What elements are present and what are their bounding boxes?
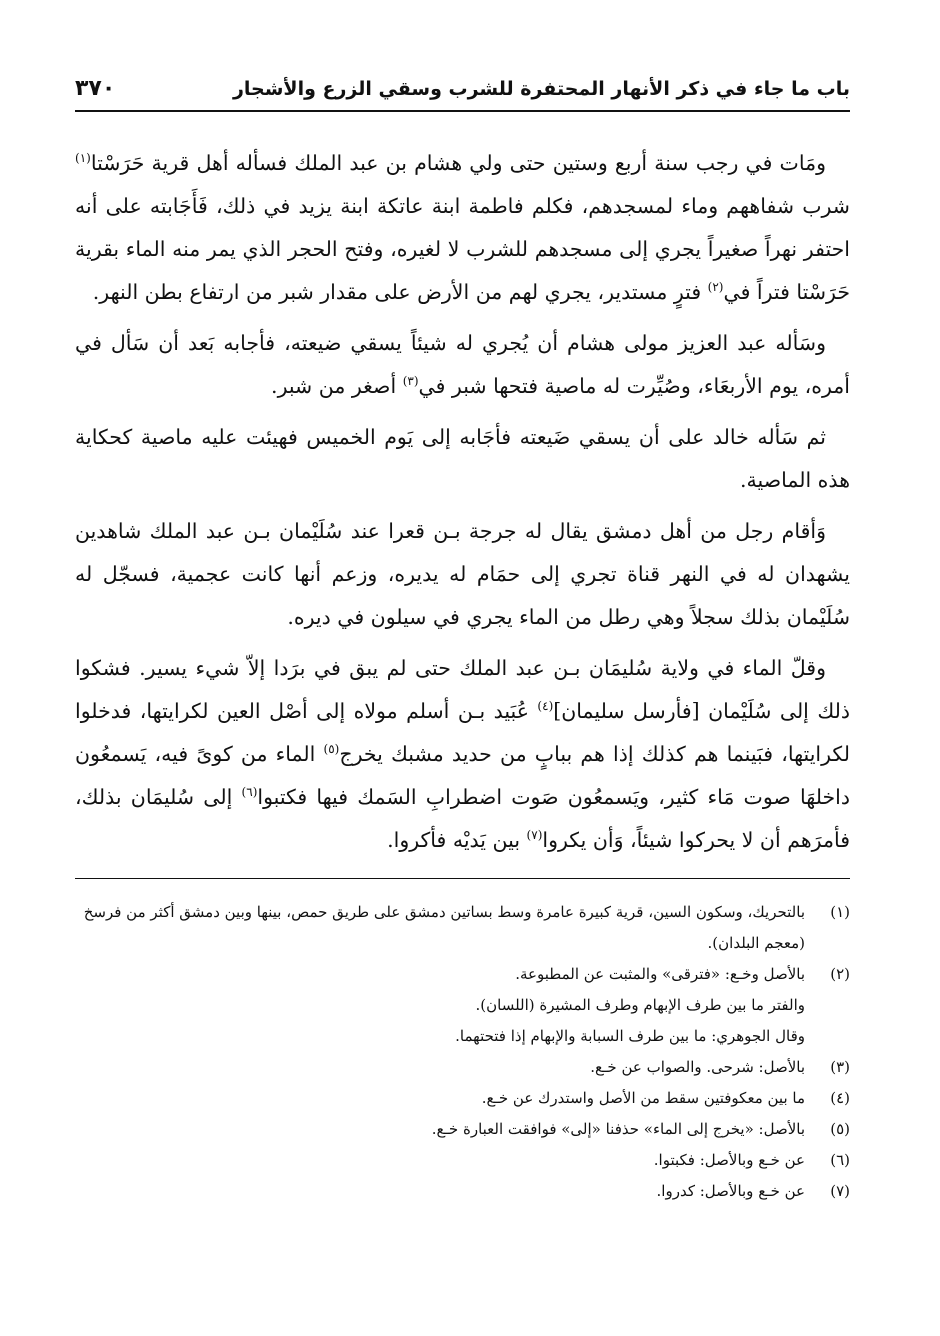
paragraph-text: إلى سُليمَان بذلك، فأمرَهم أن لا يحركوا شيئاً، وَأن يكروا: [75, 785, 850, 852]
footnote-line: بالأصل: شرحى. والصواب عن خـع.: [590, 1058, 805, 1076]
footnote-line: بالتحريك، وسكون السين، قرية كبيرة عامرة وسط بساتين دمشق على طريق حمص، بينها وبين دمشق أكثر من فرسخ (معجم البلدان).: [83, 903, 805, 952]
footnote-text: [75, 1083, 805, 1114]
footnote: [75, 1083, 850, 1114]
footnote: [75, 1176, 850, 1207]
footnote-marker[interactable]: (٣): [402, 374, 419, 389]
footnote-marker[interactable]: (١): [75, 151, 91, 166]
paragraph-text: الماء من كوىً فيه، يَسمعُون داخلهَا صوت مَاء كثير، ويَسمعُون صَوت اضطرابِ السَمك فيها فكتبوا: [75, 742, 850, 809]
footnote-marker[interactable]: (٤): [537, 699, 554, 714]
paragraph-text: أصغر من شبر.: [271, 374, 403, 398]
footnote-number: (٥): [830, 1120, 850, 1138]
paragraph-text: ثم سَأله خالد على أن يسقي ضَيعته فأجَابه إلى يَوم الخميس فهيئت عليه ماصية كحكاية هذه الماصية.: [75, 425, 850, 492]
page-header: [75, 70, 850, 112]
paragraph-text: فترٍ مستدير، يجري لهم من الأرض على مقدار شبر من ارتفاع بطن النهر.: [92, 280, 708, 304]
body-paragraph: [75, 510, 850, 639]
footnote-text: [75, 1145, 805, 1176]
footnote-text: [75, 897, 805, 959]
footnote-text: [75, 1114, 805, 1145]
footnote-number: (٣): [830, 1058, 850, 1076]
footnote: [75, 1052, 850, 1083]
body-paragraph: [75, 647, 850, 862]
body-paragraph: [75, 142, 850, 314]
footnotes: [75, 897, 850, 1207]
chapter-title: باب ما جاء في ذكر الأنهار المحتفرة للشرب وسقي الزرع والأشجار: [232, 78, 850, 100]
footnote-text: [75, 959, 805, 1052]
footnote-marker[interactable]: (٥): [323, 742, 340, 757]
paragraph-text: وسَأله عبد العزيز مولى هشام أن يُجري له شيئاً يسقي ضيعته، فأجابه بَعد أن سَأل في أمره، يوم الأربعَاء، وصُيِّرت له ماصية فتحها شبر في: [75, 331, 850, 398]
footnote-separator: [75, 878, 850, 879]
footnote-text: [75, 1052, 805, 1083]
footnote-marker[interactable]: (٢): [707, 280, 724, 295]
footnote-number: (٢): [830, 965, 850, 983]
body-paragraph: [75, 322, 850, 408]
footnote-line: بالأصل وخـع: «فترقى» والمثبت عن المطبوعة.: [515, 965, 805, 983]
footnote-number: (٦): [830, 1151, 850, 1169]
footnote-marker[interactable]: (٧): [526, 828, 543, 843]
paragraph-text: شرب شفاههم وماء لمسجدهم، فكلم فاطمة ابنة عاتكة ابنة يزيد في ذلك، فَأَجَابته على أنه احتفر نهراً صغيراً يجري إلى مسجدهم للشرب لا لغيره، وفتح الحجر الذي يمر منه الماء بقرية حَرَسْتا فتراً في: [75, 194, 850, 304]
paragraph-text: وَأقام رجل من أهل دمشق يقال له جرجة بـن قعرا عند سُلَيْمان بـن عبد الملك شاهدين يشهدان له في النهر قناة تجري إلى حمَام له يديره، وزعم أنها كانت عجمية، فسجّل له سُلَيْمان بذلك سجلاً وهي رطل من الماء يجري في سيلون في ديره.: [75, 519, 850, 629]
footnote-line: وقال الجوهري: ما بين طرف السبابة والإبهام إذا فتحتهما.: [455, 1027, 805, 1045]
main-text: [75, 142, 850, 862]
footnote-text: [75, 1176, 805, 1207]
footnote-line: عن خـع وبالأصل: فكبتوا.: [653, 1151, 805, 1169]
footnote-number: (٧): [830, 1182, 850, 1200]
footnote-number: (٤): [830, 1089, 850, 1107]
footnote-line: ما بين معكوفتين سقط من الأصل واستدرك عن خـع.: [481, 1089, 805, 1107]
footnote-number: (١): [830, 903, 850, 921]
page-number: ٣٧٠: [75, 76, 116, 101]
footnote: [75, 1145, 850, 1176]
footnote-marker[interactable]: (٦): [241, 785, 258, 800]
paragraph-text: عُبَيد بـن أسلم مولاه إلى أصْل العين لكرايتها، فدخلوا لكرايتها، فبَينما هم كذلك إذا هم ببابٍ من حديد مشبك يخرج: [75, 699, 850, 766]
footnote: [75, 897, 850, 959]
footnote-line: عن خـع وبالأصل: كدروا.: [656, 1182, 805, 1200]
paragraph-text: وقلّ الماء في ولاية سُليمَان بـن عبد الملك حتى لم يبق في برَدا إلاّ شيء يسير. فشكوا ذلك إلى سُلَيْمان [فأرسل سليمان]: [75, 656, 850, 723]
paragraph-text: ومَات في رجب سنة أربع وستين حتى ولي هشام بن عبد الملك فسأله أهل قرية حَرَسْتا: [90, 151, 826, 175]
footnote-line: بالأصل: «يخرج إلى الماء» حذفنا «إلى» فوافقت العبارة خـع.: [431, 1120, 805, 1138]
footnote-line: والفتر ما بين طرف الإبهام وطرف المشيرة (اللسان).: [475, 996, 805, 1014]
book-page: [75, 70, 850, 1207]
paragraph-text: بين يَديْه فأكروا.: [387, 828, 527, 852]
footnote: [75, 959, 850, 1052]
body-paragraph: [75, 416, 850, 502]
footnote: [75, 1114, 850, 1145]
